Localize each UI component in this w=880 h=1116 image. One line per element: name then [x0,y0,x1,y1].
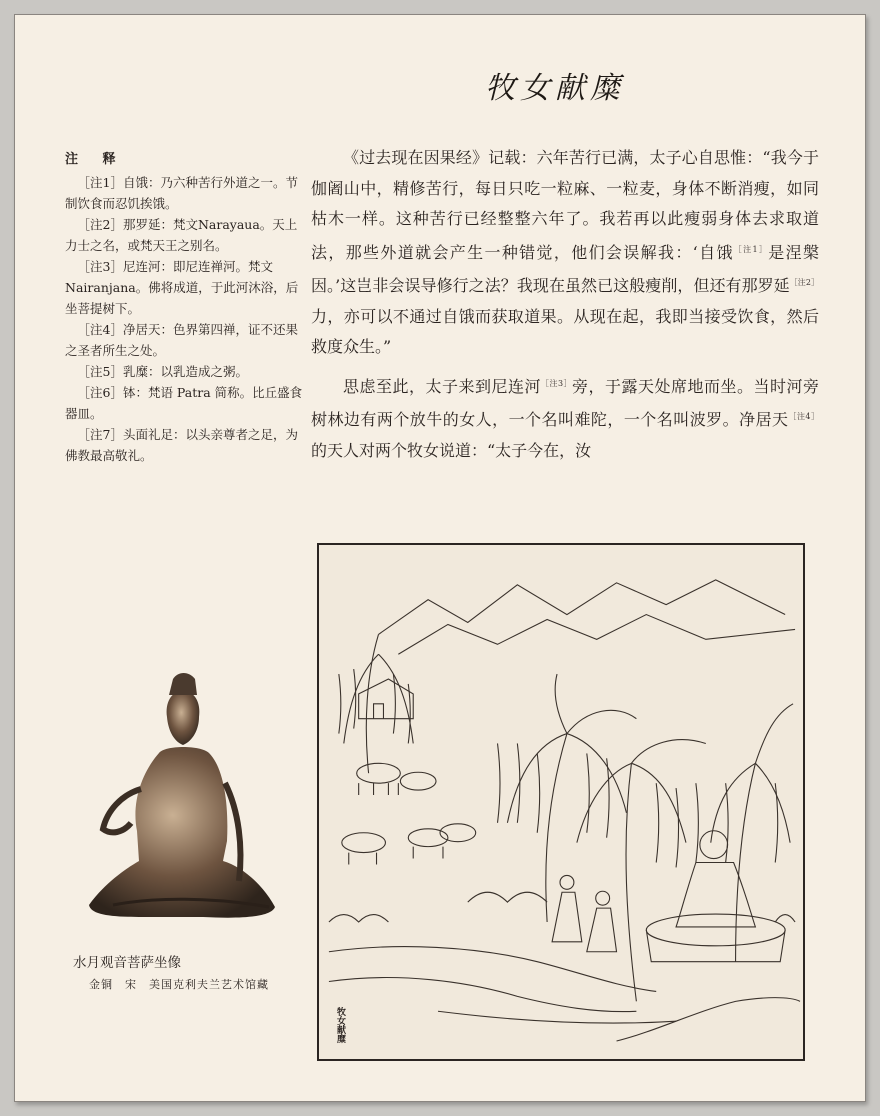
text-run: 的天人对两个牧女说道：“太子今在，汝 [311,440,592,460]
note-item: ［注7］头面礼足：以头亲尊者之足，为佛教最高敬礼。 [65,427,298,463]
bodhisattva-statue-photo [73,671,293,941]
paragraph-2 [311,369,819,467]
book-page [14,14,866,1102]
main-text [311,143,819,472]
note-item: ［注6］钵：梵语 Patra 简称。比丘盛食器皿。 [65,385,303,421]
footnote-ref-3: ［注3］ [540,378,573,388]
note-item: ［注4］净居天：色界第四禅，证不还果之圣者所生之处。 [65,322,298,358]
text-run: 旁，于露天处席地而坐。当时河旁树林边有两个放牛的女人，一个名叫难陀，一个名叫波罗。净居天 [311,376,819,429]
note-item: ［注2］那罗延：梵文Narayaua。天上力士之名，或梵天王之别名。 [65,217,298,253]
note-item: ［注5］乳糜：以乳造成之粥。 [77,364,248,379]
footnote-ref-4: ［注4］ [788,412,819,421]
statue-title: 水月观音菩萨坐像 [73,955,181,971]
landscape-drawing [319,545,803,1059]
text-run: 思虑至此，太子来到尼连河 [343,376,541,396]
note-item: ［注3］尼连河：即尼连禅河。梵文 Nairanjana。佛将成道，于此河沐浴，后坐菩提树下。 [65,259,299,316]
text-run: 是涅槃因。’这岂非会误导修行之法？我现在虽然已这般瘦削，但还有那罗延 [311,242,819,295]
notes-column [65,149,305,466]
woodblock-illustration [317,543,805,1061]
note-item: ［注1］自饿：乃六种苦行外道之一。节制饮食而忍饥挨饿。 [65,175,298,211]
statue-caption [73,951,313,995]
text-run: 力，亦可以不通过自饿而获取道果。从现在起，我即当接受饮食，然后救度众生。” [311,306,819,356]
statue-credit: 金铜 宋 美国克利夫兰艺术馆藏 [89,978,269,991]
notes-heading: 注 释 [65,152,126,167]
paragraph-1 [311,143,819,363]
footnote-ref-2: ［注2］ [789,278,819,287]
text-run: 《过去现在因果经》记载：六年苦行已满，太子心自思惟：“我今于伽阇山中，精修苦行，每日只吃一粒麻、一粒麦，身体不断消瘦，如同枯木一样。这种苦行已经整整六年了。我若再以此瘦弱身体去求取道法，那些外道就会产生一种错觉，他们会误解我：‘自饿 [311,148,819,262]
footnote-ref-1: ［注1］ [733,244,769,254]
page-title: 牧女献糜 [485,71,625,106]
illustration-label: 牧女献糜 [335,1007,345,1043]
